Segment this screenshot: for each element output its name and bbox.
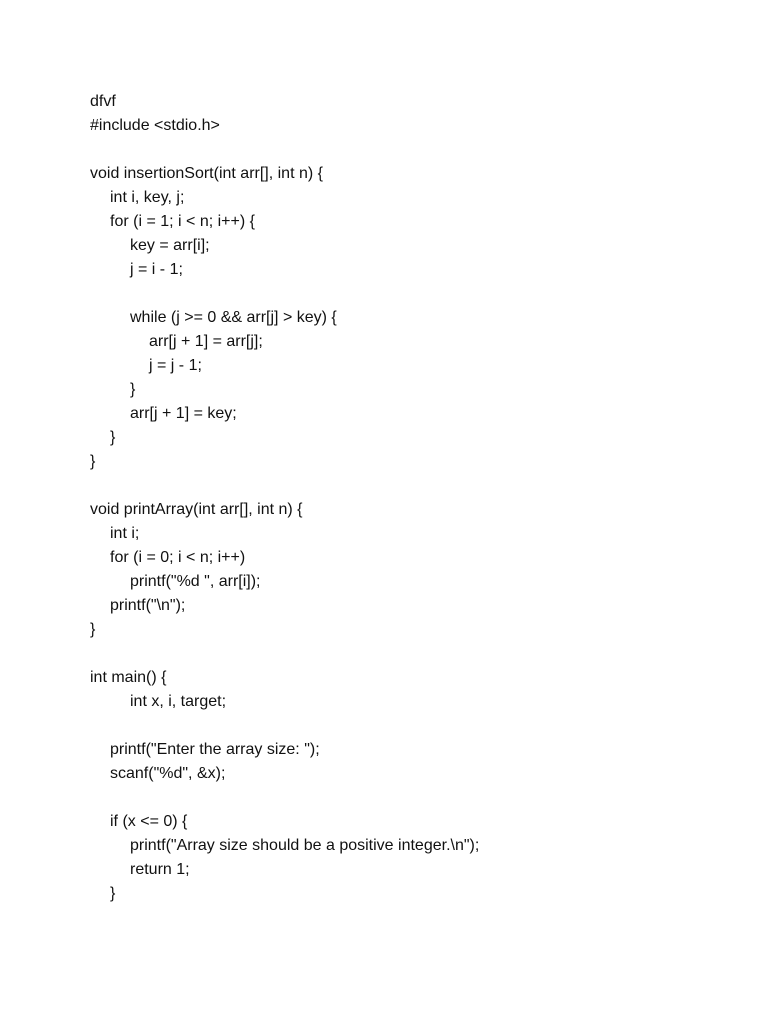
code-line: printf("Array size should be a positive integer.\n");: [130, 837, 480, 854]
code-line: }: [90, 453, 96, 470]
code-line: key = arr[i];: [130, 237, 210, 254]
blank-line: [90, 714, 730, 738]
code-line: for (i = 1; i < n; i++) {: [110, 213, 255, 230]
blank-line: [90, 786, 730, 810]
code-line: int x, i, target;: [130, 693, 227, 710]
code-line: j = i - 1;: [130, 261, 183, 278]
code-line: }: [90, 621, 96, 638]
code-line: while (j >= 0 && arr[j] > key) {: [130, 309, 337, 326]
code-line: printf("\n");: [110, 597, 186, 614]
code-line: int i;: [110, 525, 140, 542]
code-line: }: [110, 885, 116, 902]
code-line: }: [110, 429, 116, 446]
blank-line: [90, 138, 730, 162]
document-body: [90, 90, 730, 906]
code-line: }: [130, 381, 136, 398]
code-line: scanf("%d", &x);: [110, 765, 226, 782]
code-line: int main() {: [90, 669, 167, 686]
blank-line: [90, 474, 730, 498]
code-line: void insertionSort(int arr[], int n) {: [90, 165, 323, 182]
code-line: arr[j + 1] = key;: [130, 405, 237, 422]
code-line: j = j - 1;: [149, 357, 202, 374]
code-line: dfvf: [90, 93, 116, 110]
blank-line: [90, 642, 730, 666]
code-line: return 1;: [130, 861, 190, 878]
code-line: if (x <= 0) {: [110, 813, 188, 830]
code-line: printf("%d ", arr[i]);: [130, 573, 261, 590]
code-line: printf("Enter the array size: ");: [110, 741, 320, 758]
code-line: for (i = 0; i < n; i++): [110, 549, 246, 566]
blank-line: [90, 282, 730, 306]
code-line: int i, key, j;: [110, 189, 185, 206]
code-line: arr[j + 1] = arr[j];: [149, 333, 263, 350]
code-line: void printArray(int arr[], int n) {: [90, 501, 303, 518]
code-line: #include <stdio.h>: [90, 117, 220, 134]
